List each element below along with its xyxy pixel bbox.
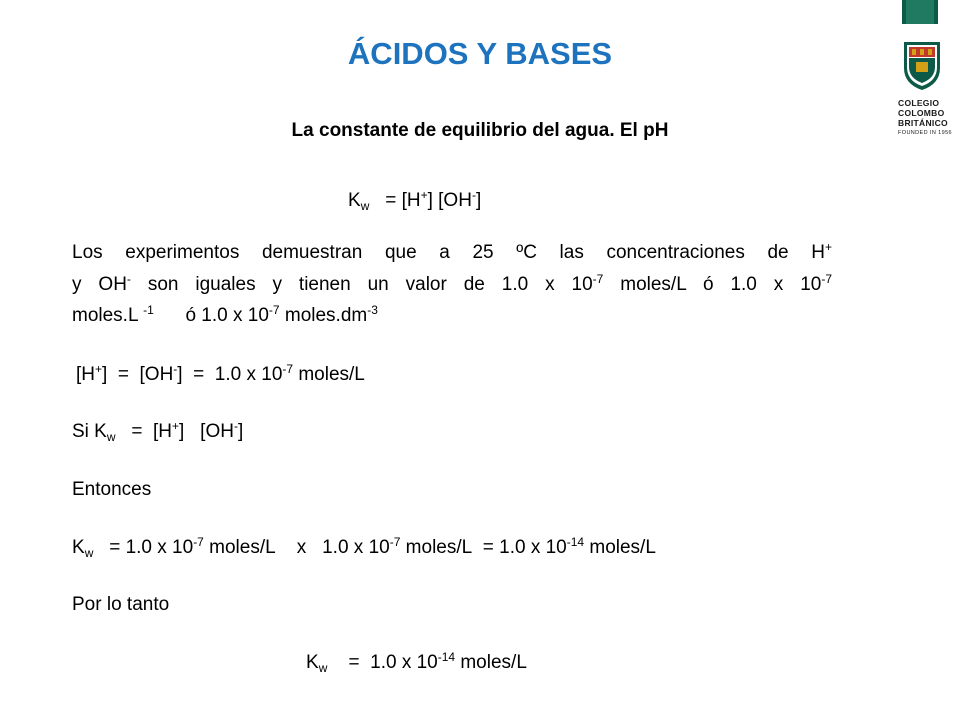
page-subtitle: La constante de equilibrio del agua. El pH <box>291 120 669 141</box>
para-l1-text: Los experimentos demuestran que a 25 ºC las concentraciones de H <box>72 242 825 263</box>
logo-line-2: COLOMBO <box>898 108 945 118</box>
para-l3-text-c: moles.dm <box>279 305 368 326</box>
kw-eq: = [H <box>385 190 421 211</box>
para-l1-sup: + <box>824 240 832 254</box>
kw-equation <box>348 190 481 212</box>
page-title: ÁCIDOS Y BASES <box>347 36 613 71</box>
entonces-text: Entonces <box>72 479 152 500</box>
eq3-sub: w <box>106 430 116 444</box>
eq4-exp-1: -7 <box>193 535 204 549</box>
por-lo-tanto-text: Por lo tanto <box>72 594 170 615</box>
eq4-units: moles/L <box>584 537 656 558</box>
kw-mid: ] [OH <box>427 190 472 211</box>
kw-h-plus: + <box>420 188 428 202</box>
logo-founded: FOUNDED IN 1956 <box>898 130 952 136</box>
paragraph-line-2 <box>72 274 832 296</box>
kw-k: K <box>348 190 361 211</box>
kw-result-equation: $K_w$ = 1.0 x $10^{-14}$ moles/L <box>306 650 527 675</box>
para-l2-text-c: moles/L ó 1.0 x 10 <box>603 274 822 295</box>
eq2-minus: - <box>173 362 178 376</box>
concentration-equation: [H+] = [OH-] = 1.0 x $10^{-7}$ moles/L <box>76 362 365 385</box>
para-l2-text-b: son iguales y tienen un valor de 1.0 x 10 <box>130 274 593 295</box>
para-l2-sup-2: -7 <box>592 272 604 286</box>
eq5-units: moles/L <box>455 652 527 673</box>
eq2-exp: -7 <box>282 362 294 376</box>
eq4-k: K <box>72 537 85 558</box>
para-l2-sup-1: - <box>126 272 131 286</box>
para-l3-text-b: ó 1.0 x 10 <box>180 305 269 326</box>
para-l3-sup-2: -7 <box>268 303 280 317</box>
si-kw-equation: Si $K_w = [H^+]$ [OH-] <box>72 419 244 444</box>
kw-product-equation: $K_w = 1.0$ x $10^{-7}$ moles/L x 1.0 x $10^{-7}$ moles/L = 1.0 x $10^{-14}$ moles/L <box>72 535 656 560</box>
para-l2-text-a: y OH <box>72 274 127 295</box>
eq5-sub: w <box>318 661 328 675</box>
eq3-minus: - <box>233 419 238 433</box>
paragraph-line-3 <box>72 305 378 327</box>
eq4-sub: w <box>84 546 94 560</box>
para-l2-sup-3: -7 <box>821 272 832 286</box>
logo-line-1: COLEGIO <box>898 98 940 108</box>
kw-sub: w <box>360 199 370 213</box>
eq2-plus: + <box>95 362 103 376</box>
eq3-plus: + <box>172 419 180 433</box>
logo-top-bar-inner <box>906 0 934 24</box>
para-l3-sup-3: -3 <box>367 303 378 317</box>
eq5-k: K <box>306 652 319 673</box>
eq2-units: moles/L <box>293 364 365 385</box>
eq2-h: [H <box>76 364 95 385</box>
kw-end: ] <box>475 190 482 211</box>
eq3-si-k: Si K <box>72 421 107 442</box>
para-l3-text-a: moles.L <box>72 305 144 326</box>
eq4-exp-2: -7 <box>389 535 401 549</box>
eq4-exp-3: -14 <box>566 535 585 549</box>
logo-line-3: BRITÁNICO <box>898 118 948 128</box>
paragraph-line-1 <box>72 242 832 264</box>
para-l3-sup-1: -1 <box>143 303 154 317</box>
eq5-exp: -14 <box>437 650 456 664</box>
kw-oh-minus: - <box>471 188 476 202</box>
